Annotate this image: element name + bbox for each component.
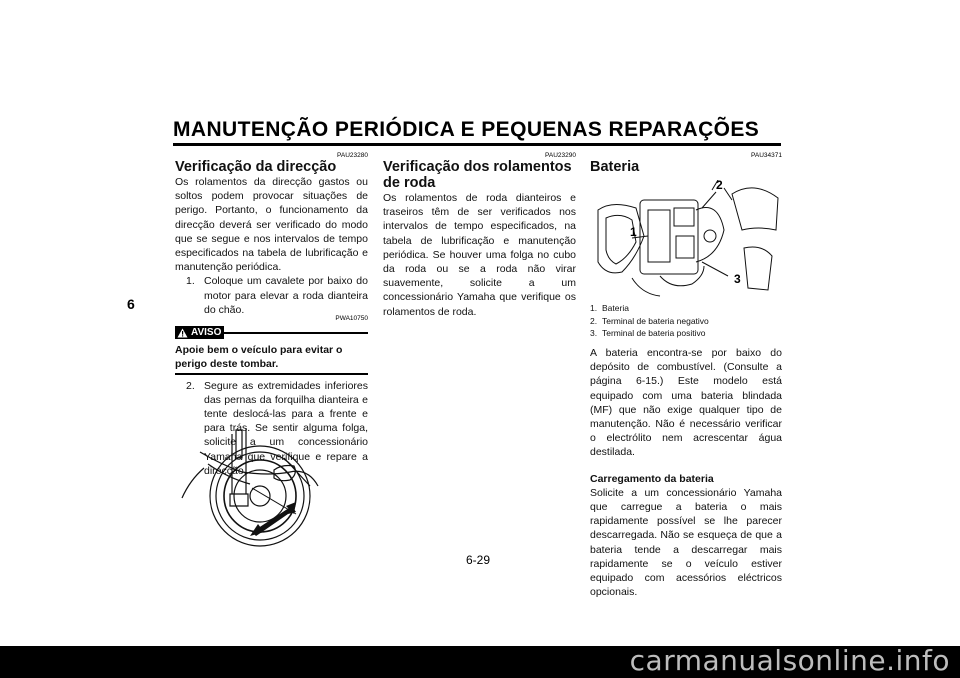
caption-item	[590, 315, 782, 328]
right-column	[590, 152, 782, 175]
figure-label-3: 3	[734, 272, 741, 286]
caption-number: 1.	[590, 303, 598, 313]
header-rule	[173, 143, 781, 146]
warning-text: Apoie bem o veículo para evitar o perigo deste tombar.	[175, 344, 343, 371]
caption-number: 3.	[590, 328, 598, 338]
caption-item	[590, 327, 782, 340]
warning-badge	[175, 326, 224, 339]
middle-column	[383, 152, 576, 319]
step-text: Segure as extremidades inferiores das pernas da forquilha dianteira e tente deslocá-las para a frente e para trás. Se sentir alguma folga, solicite a um concessionário Yamaha que verifique e repare a direcção.	[204, 379, 368, 477]
section-code: PAU23280	[337, 152, 368, 159]
battery-charging-subheading: Carregamento da bateria	[590, 472, 714, 485]
steering-intro: Os rolamentos da direcção gastos ou soltos podem provocar situações de perigo. Portanto, o funcionamento da direcção deverá ser verificado do modo que se segue e nos intervalos de tempo especificados na tabela de lubrificação e manutenção periódica.	[175, 176, 368, 274]
battery-illustration	[592, 180, 780, 298]
caption-text: Terminal de bateria negativo	[602, 315, 709, 326]
battery-body: A bateria encontra-se por baixo do depósito de combustível. (Consulte a página 6-15.) Este modelo está equipado com uma bateria blindada (MF) que não exige qualquer tipo de manutenção. Não é necessário verificar o electrólito nem acrescentar água destilada.	[590, 347, 782, 459]
section-code: PAU34371	[751, 152, 782, 159]
figure-label-1: 1	[630, 225, 637, 239]
battery-drawing	[592, 180, 780, 298]
page-header-title: MANUTENÇÃO PERIÓDICA E PEQUENAS REPARAÇÕES	[173, 118, 760, 141]
step-number: 1.	[186, 275, 195, 288]
step-1	[175, 274, 368, 317]
warning-rule-bottom	[175, 373, 368, 375]
step-number: 2.	[186, 379, 195, 392]
battery-charging-body: Solicite a um concessionário Yamaha que carregue a bateria o mais rapidamente possível se lhe parecer descarregada. Não se esqueça de que a bateria tende a descarregar mais rapidamente se o veículo estiver equipado com acessórios eléctricos opcionais.	[590, 486, 782, 599]
warning-rule-top	[224, 332, 368, 334]
caption-text: Terminal de bateria positivo	[602, 328, 706, 338]
watermark-bar	[0, 646, 960, 678]
section-title-steering: Verificação da direcção	[175, 159, 337, 175]
caption-number: 2.	[590, 315, 598, 326]
watermark-text[interactable]: carmanualsonline.info	[629, 644, 950, 677]
warning-code: PWA10750	[335, 315, 368, 323]
battery-captions	[590, 302, 782, 340]
section-title-battery: Bateria	[590, 159, 640, 175]
wheel-bearings-body: Os rolamentos de roda dianteiros e traseiros têm de ser verificados nos intervalos de tempo especificados, na tabela de lubrificação e manutenção periódica. Se houver uma folga no cubo da roda ou se a roda não virar suavemente, solicite a um concessionário Yamaha que verifique os rolamentos de roda.	[383, 192, 576, 318]
figure-label-2: 2	[716, 178, 723, 192]
battery-text	[590, 346, 782, 599]
section-title-wheel-bearings: Verificação dos rolamentos de roda	[383, 159, 572, 191]
warning-label: AVISO	[191, 327, 222, 339]
steering-check-illustration	[180, 424, 370, 552]
chapter-tab: 6	[127, 296, 135, 312]
page-number: 6-29	[466, 553, 491, 567]
warning-header	[175, 326, 368, 339]
step-text: Coloque um cavalete por baixo do motor para elevar a roda dianteira do chão.	[204, 275, 368, 316]
section-code: PAU23290	[545, 152, 576, 159]
caption-text: Bateria	[602, 303, 629, 313]
caption-item	[590, 302, 782, 315]
warning-triangle-icon	[177, 328, 188, 338]
